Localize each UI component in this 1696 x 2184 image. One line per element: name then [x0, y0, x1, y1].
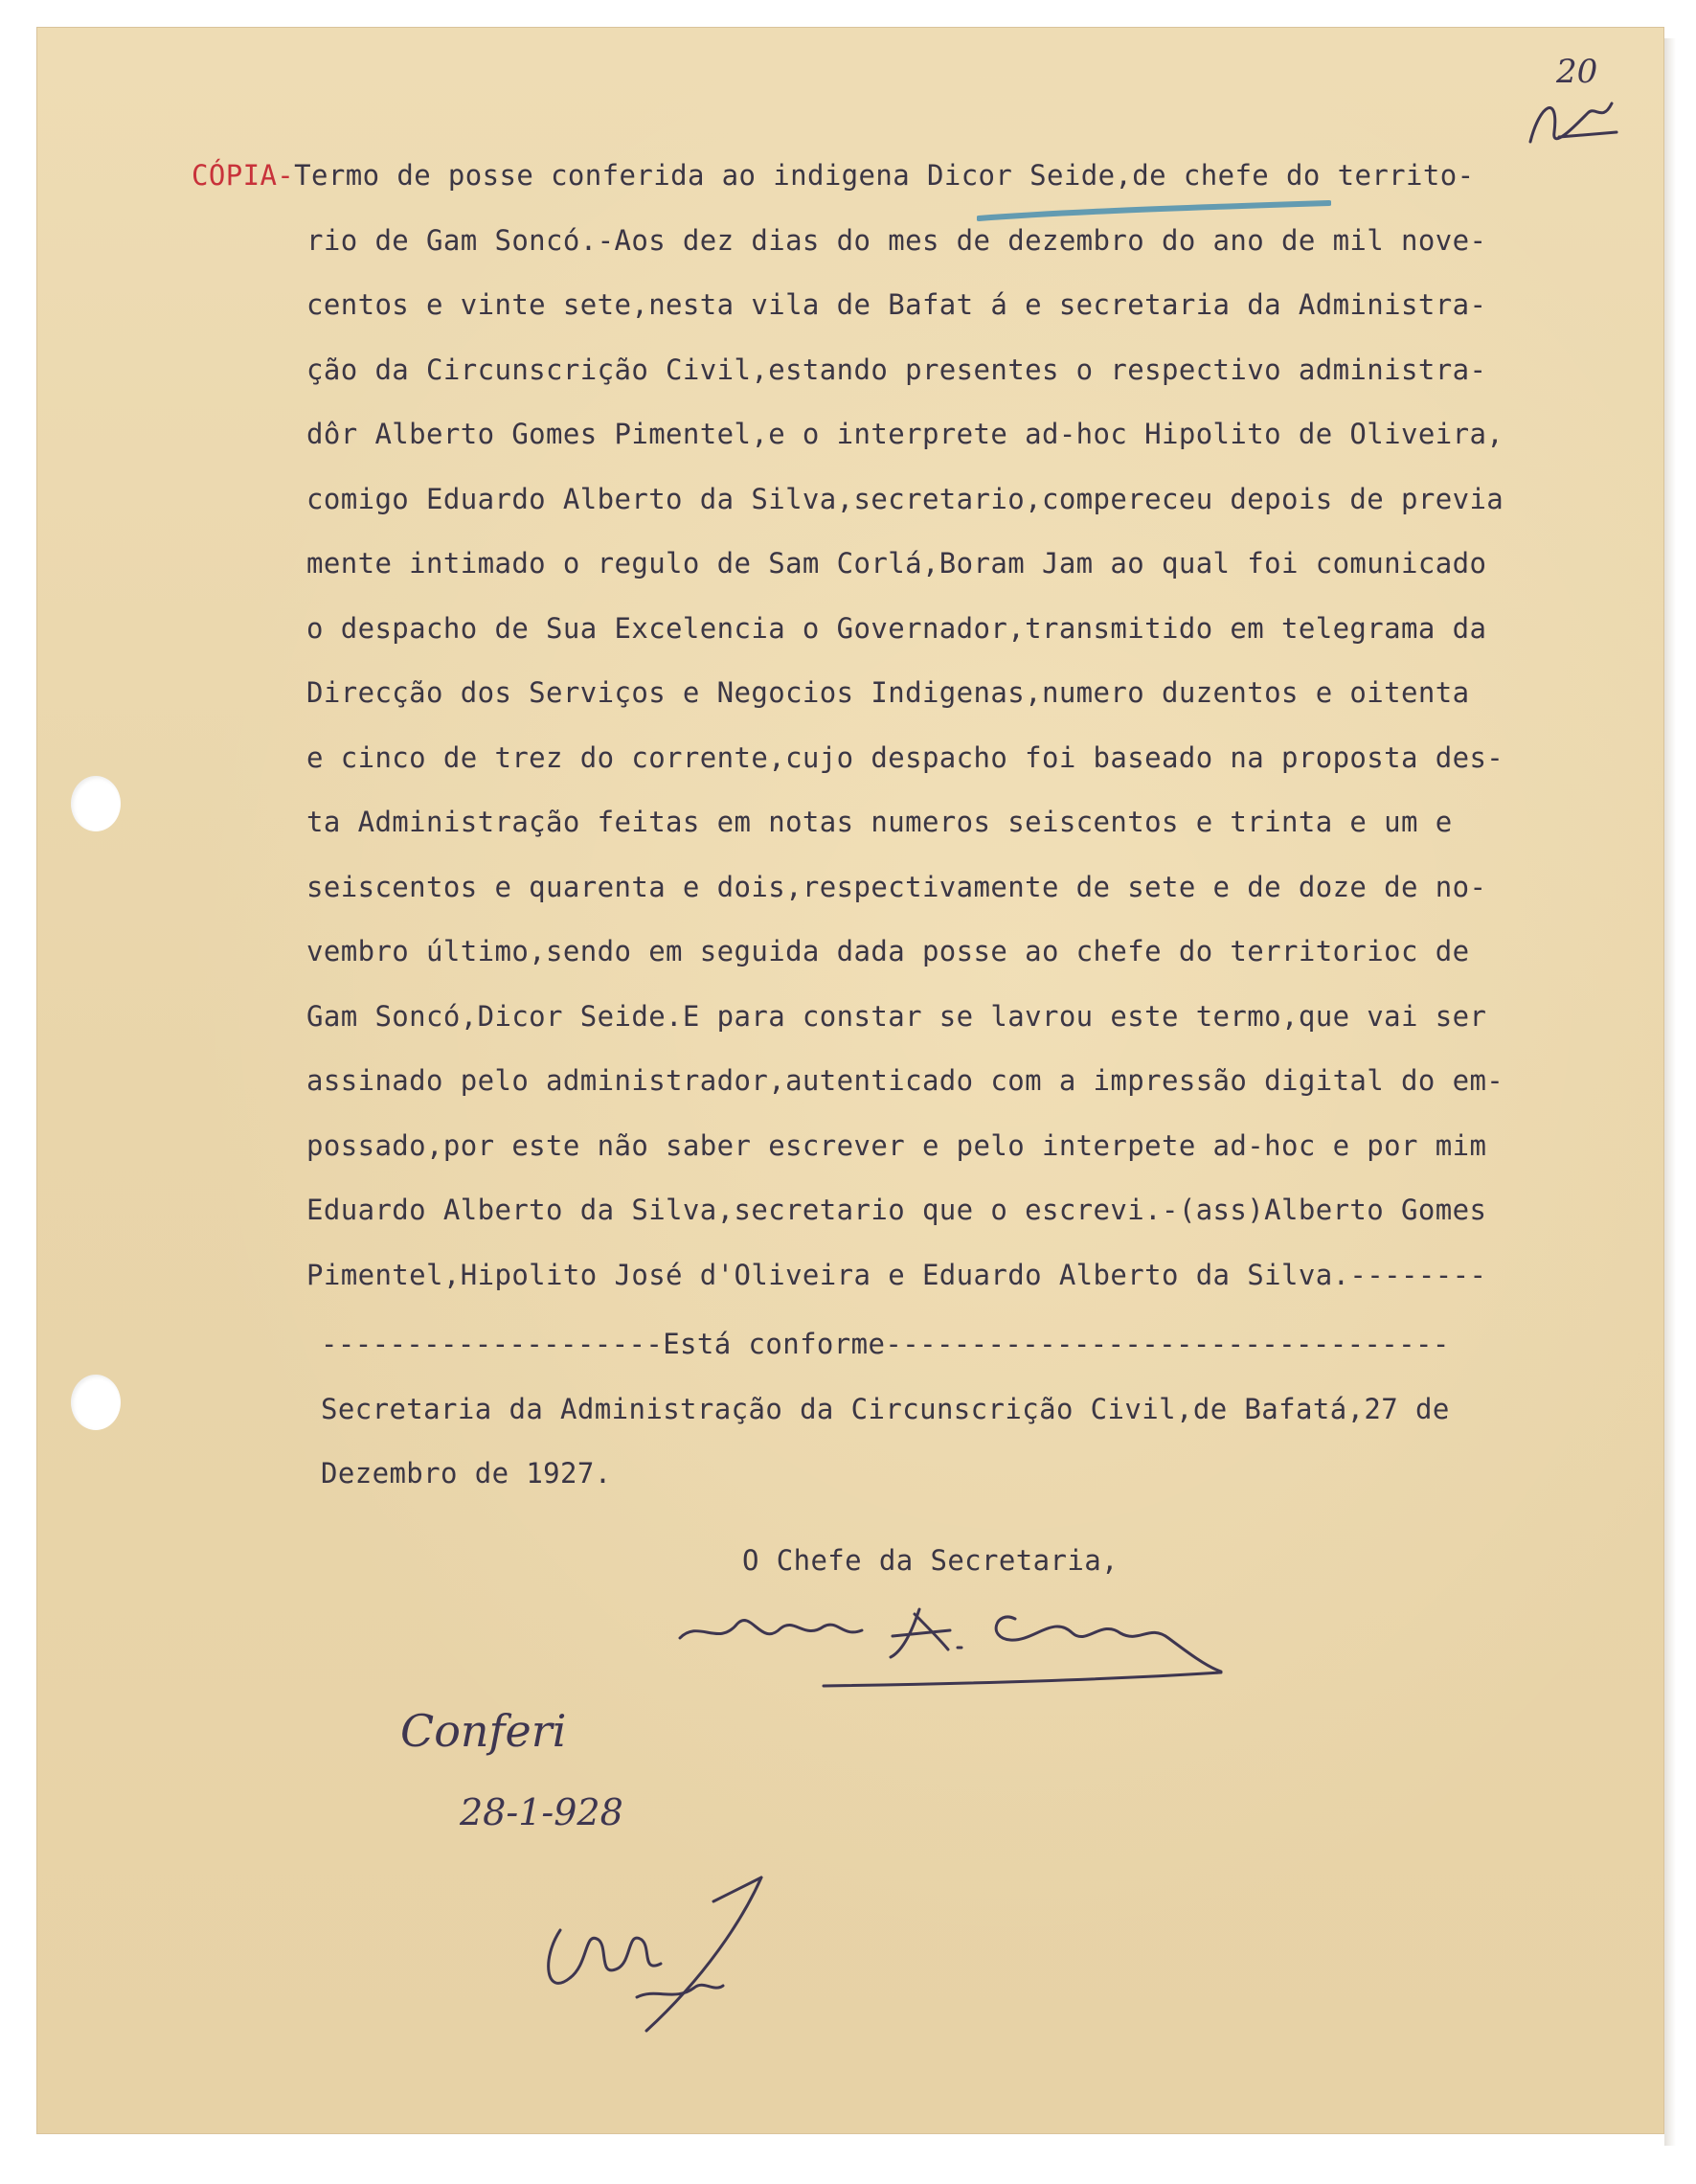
body-line-1 [192, 144, 1657, 209]
secretariat-place-date: Secretaria da Administração da Circunscrição Civil,de Bafatá,27 de [321, 1392, 1450, 1425]
handwritten-conferi: Conferi [400, 1705, 567, 1757]
date-line: Dezembro de 1927. [321, 1457, 612, 1490]
conformity-block [321, 1312, 1662, 1507]
handwritten-date: 28-1-928 [460, 1791, 623, 1833]
body-line-6: comigo Eduardo Alberto da Silva,secretario,compereceu depois de previa [306, 482, 1504, 515]
body-line-12: seiscentos e quarenta e dois,respectivamente de sete e de doze de no- [306, 870, 1487, 903]
body-line-17: Eduardo Alberto da Silva,secretario que o escrevi.-(ass)Alberto Gomes [306, 1194, 1487, 1226]
body-line-1-text: Termo de posse conferida ao indigena Dicor Seide,de chefe do territo- [294, 159, 1475, 192]
punch-hole-top [71, 776, 121, 831]
body-line-9: Direcção dos Serviços e Negocios Indigenas,numero duzentos e oitenta [306, 676, 1470, 709]
body-line-16: possado,por este não saber escrever e pelo interpete ad-hoc e por mim [306, 1128, 1487, 1162]
body-line-8: o despacho de Sua Excelencia o Governador,transmitido em telegrama da [306, 611, 1487, 645]
body-line-2: rio de Gam Soncó.-Aos dez dias do mes de dezembro do ano de mil nove- [306, 223, 1487, 257]
handwritten-initials [531, 1873, 780, 2036]
body-line-13: vembro último,sendo em seguida dada posse ao chefe do territorioc de [306, 935, 1470, 967]
page-number-mark: 20 [1556, 53, 1598, 91]
body-line-15: assinado pelo administrador,autenticado com a impressão digital do em- [306, 1064, 1504, 1097]
body-line-11: ta Administração feitas em notas numeros seiscentos e trinta e um e [306, 806, 1453, 838]
body-line-7: mente intimado o regulo de Sam Corlá,Boram Jam ao qual foi comunicado [306, 547, 1487, 580]
page-edge-shadow [1664, 38, 1676, 2146]
body-line-14: Gam Soncó,Dicor Seide.E para constar se lavrou este termo,que vai ser [306, 999, 1487, 1033]
document-body [192, 144, 1657, 1308]
body-line-18: Pimentel,Hipolito José d'Oliveira e Eduardo Alberto da Silva.-------- [306, 1258, 1487, 1291]
conforme-line: --------------------Está conforme--------------------------------- [321, 1328, 1450, 1360]
signoff-title: O Chefe da Secretaria, [742, 1544, 1119, 1577]
punch-hole-bottom [71, 1375, 121, 1430]
body-line-10: e cinco de trez do corrente,cujo despacho foi baseado na proposta des- [306, 740, 1504, 774]
body-line-4: ção da Circunscrição Civil,estando presentes o respectivo administra- [306, 353, 1487, 386]
body-line-3: centos e vinte sete,nesta vila de Bafat á e secretaria da Administra- [306, 288, 1487, 321]
body-line-5: dôr Alberto Gomes Pimentel,e o interprete ad-hoc Hipolito de Oliveira, [306, 418, 1504, 450]
secretary-signature [670, 1581, 1235, 1705]
copy-label: CÓPIA- [192, 159, 295, 192]
